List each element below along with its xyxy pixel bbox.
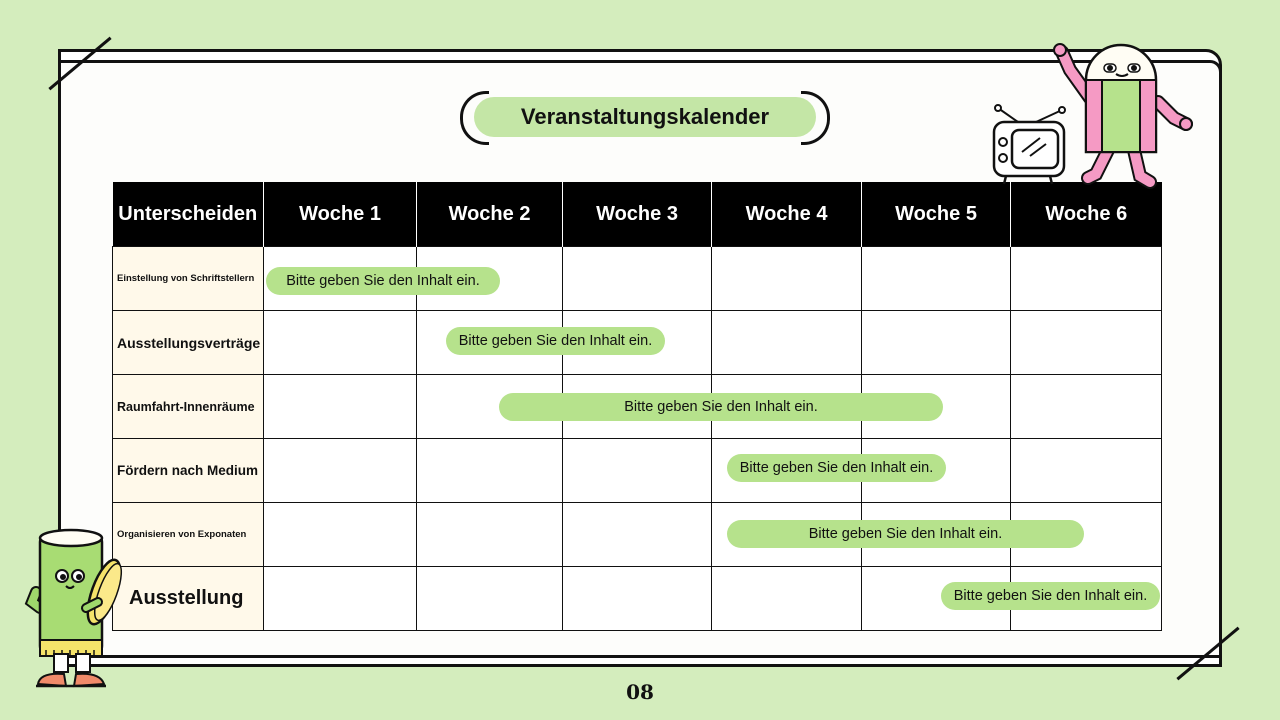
table-header-row	[113, 182, 1162, 247]
header-week-5: Woche 5	[862, 182, 1011, 247]
row-label: Ausstellung	[113, 567, 264, 631]
timeline-bar[interactable]: Bitte geben Sie den Inhalt ein.	[266, 267, 500, 295]
mascot-character-top-right	[1048, 40, 1198, 188]
page-title: Veranstaltungskalender	[520, 104, 770, 129]
timeline-bar[interactable]: Bitte geben Sie den Inhalt ein.	[446, 327, 665, 355]
title-pill	[460, 91, 830, 143]
timeline-bar[interactable]: Bitte geben Sie den Inhalt ein.	[941, 582, 1160, 610]
row-label: Fördern nach Medium	[113, 439, 264, 503]
header-week-2: Woche 2	[417, 182, 563, 247]
timeline-bar[interactable]: Bitte geben Sie den Inhalt ein.	[499, 393, 943, 421]
header-week-4: Woche 4	[712, 182, 862, 247]
timeline-bar[interactable]: Bitte geben Sie den Inhalt ein.	[727, 520, 1084, 548]
row-label: Einstellung von Schriftstellern	[113, 247, 264, 311]
timeline-bar[interactable]: Bitte geben Sie den Inhalt ein.	[727, 454, 946, 482]
page-number: 08	[626, 680, 654, 704]
table-row	[113, 439, 1162, 503]
header-week-6: Woche 6	[1011, 182, 1162, 247]
header-unterscheiden: Unterscheiden	[113, 182, 264, 247]
row-label: Organisieren von Exponaten	[113, 503, 264, 567]
row-label: Ausstellungsverträge	[113, 311, 264, 375]
header-week-3: Woche 3	[563, 182, 712, 247]
row-label: Raumfahrt-Innenräume	[113, 375, 264, 439]
header-week-1: Woche 1	[264, 182, 417, 247]
mascot-character-bottom-left	[26, 528, 126, 690]
